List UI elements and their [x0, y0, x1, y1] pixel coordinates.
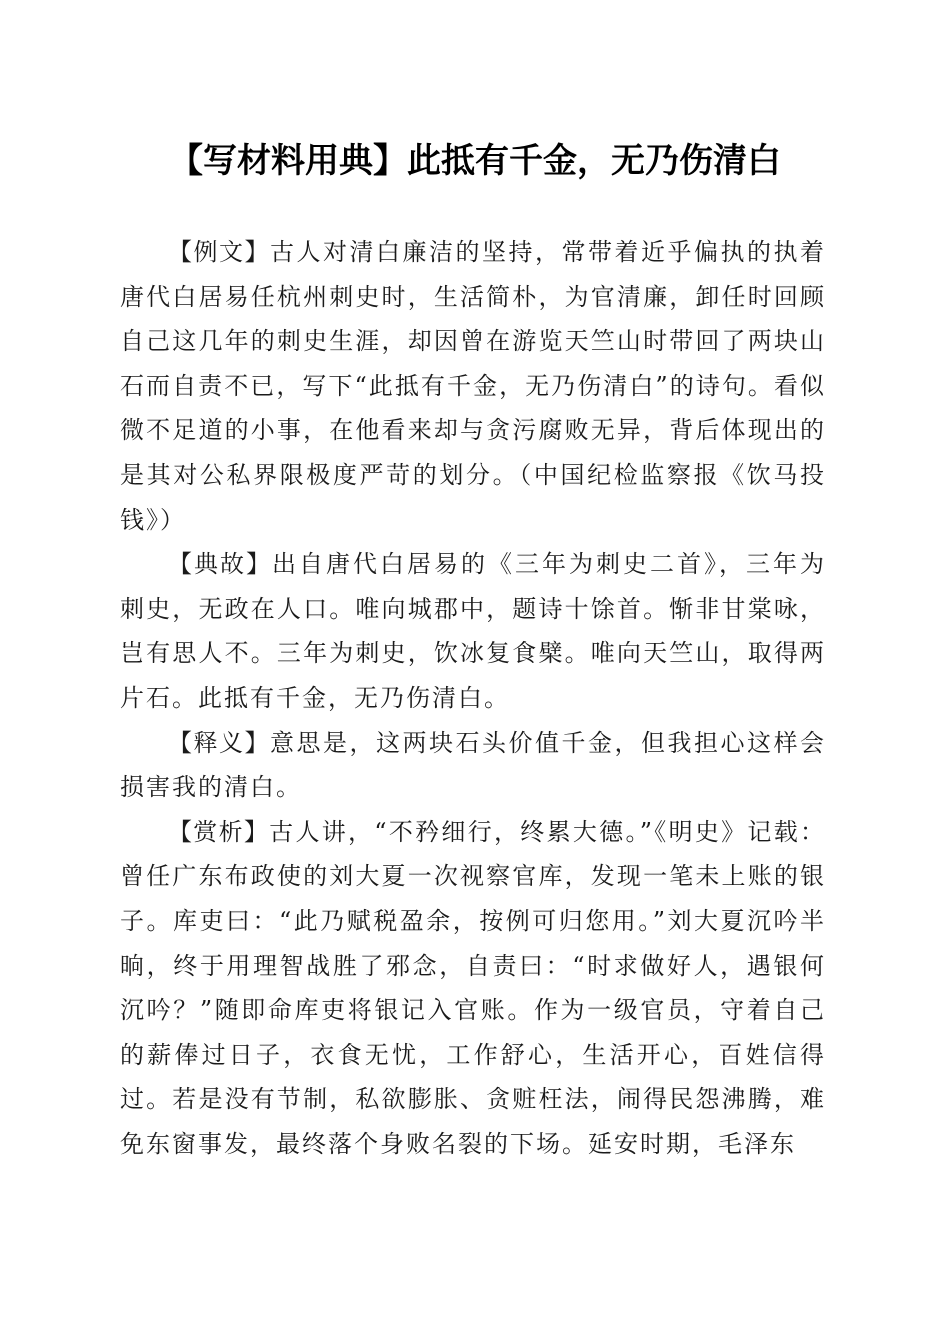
paragraph-example — [120, 230, 826, 542]
paragraph-allusion — [120, 542, 826, 720]
paragraph-tag-example: 【例文】 — [168, 238, 270, 266]
paragraph-text-allusion: 出自唐代白居易的《三年为刺史二首》，三年为刺史，无政在人口。唯向城郡中，题诗十馀首。惭非甘棠咏，岂有思人不。三年为刺史，饮冰复食檗。唯向天竺山，取得两片石。此抵有千金，无乃伤清白。 — [120, 550, 826, 712]
paragraph-meaning — [120, 721, 826, 810]
paragraph-tag-meaning: 【释义】 — [168, 728, 270, 757]
paragraph-text-meaning: 意思是，这两块石头价值千金，但我担心这样会损害我的清白。 — [120, 728, 826, 802]
document-title: 【写材料用典】此抵有千金，无乃伤清白 — [169, 141, 781, 181]
paragraph-text-appreciation: 古人讲，“不矜细行，终累大德。”《明史》记载：曾任广东布政使的刘大夏一次视察官库，发现一笔未上账的银子。库吏曰：“此乃赋税盈余，按例可归您用。”刘大夏沉吟半晌，终于用理智战胜了邪念，自责曰：“时求做好人，遇银何沉吟？”随即命库吏将银记入官账。作为一级官员，守着自己的薪俸过日子，衣食无忧，工作舒心，生活开心，百姓信得过。若是没有节制，私欲膨胀、贪赃枉法，闹得民怨沸腾，难免东窗事发，最终落个身败名裂的下场。延安时期，毛泽东 — [120, 817, 827, 1158]
document-body — [120, 230, 826, 1166]
paragraph-tag-allusion: 【典故】 — [168, 550, 272, 579]
paragraph-text-example: 古人对清白廉洁的坚持，常带着近乎偏执的执着唐代白居易任杭州刺史时，生活简朴，为官清廉，卸任时回顾自己这几年的刺史生涯，却因曾在游览天竺山时带回了两块山石而自责不已，写下“此抵有千金，无乃伤清白”的诗句。看似微不足道的小事，在他看来却与贪污腐败无异，背后体现出的是其对公私界限极度严苛的划分。（中国纪检监察报《饮马投钱》） — [120, 238, 826, 534]
paragraph-tag-appreciation: 【赏析】 — [168, 817, 270, 846]
paragraph-appreciation — [120, 810, 826, 1167]
